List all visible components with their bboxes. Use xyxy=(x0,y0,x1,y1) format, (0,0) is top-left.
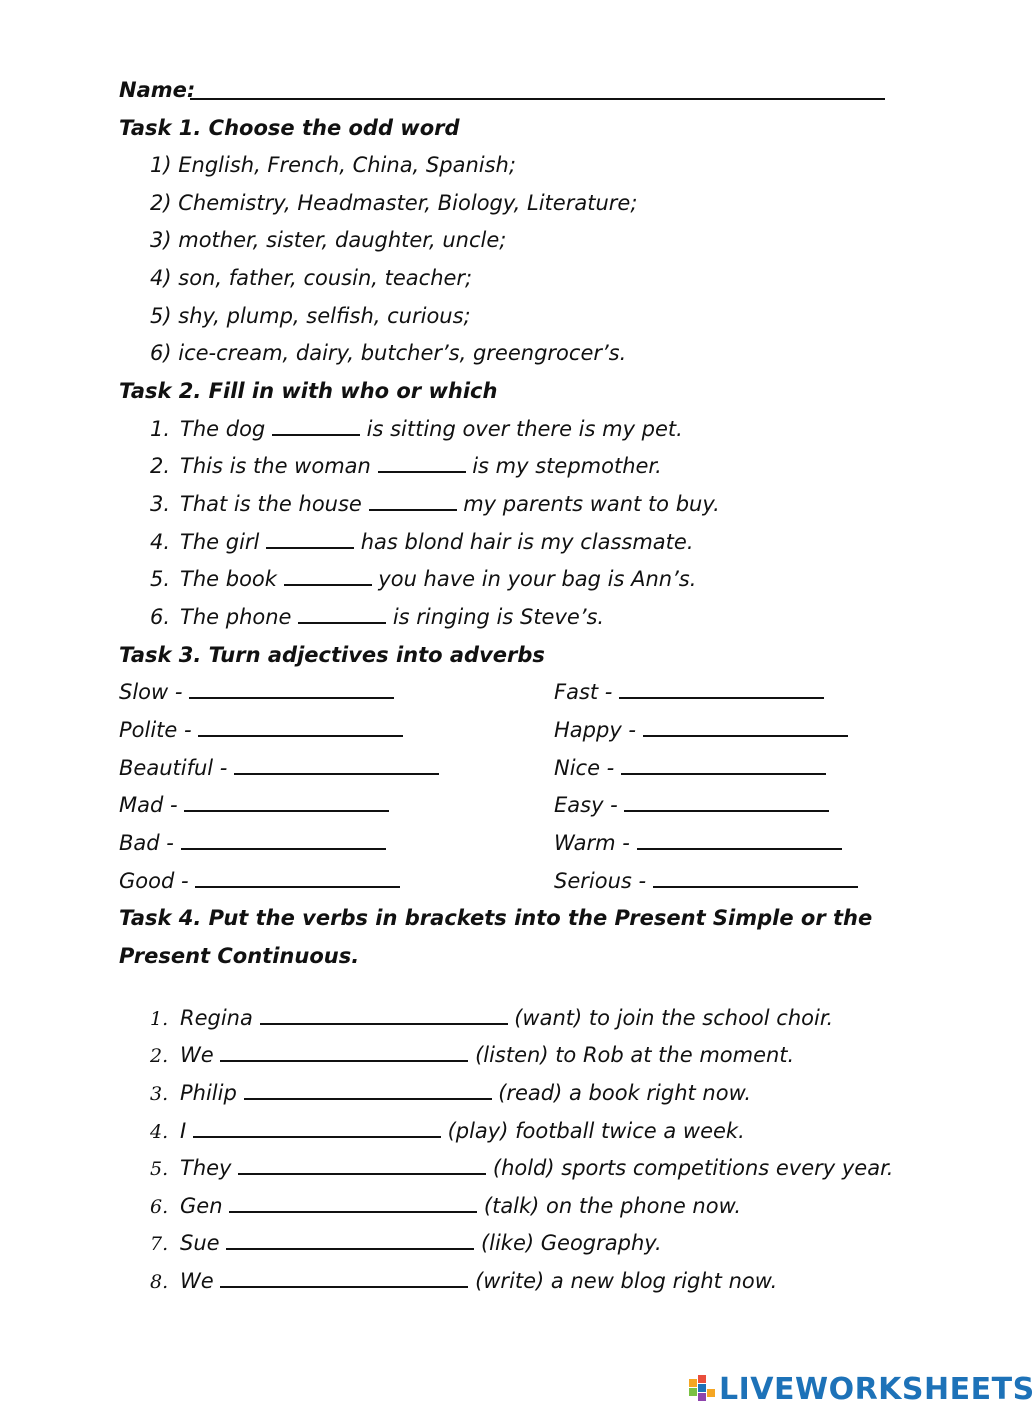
task4-item: 7. Sue (like) Geography. xyxy=(150,1231,662,1255)
answer-blank[interactable] xyxy=(260,1005,508,1025)
task1-item: 1) English, French, China, Spanish; xyxy=(150,153,516,177)
answer-blank[interactable] xyxy=(378,453,466,473)
task2-title: Task 2. Fill in with who or which xyxy=(119,379,498,403)
adjective-item: Beautiful - xyxy=(119,754,439,782)
adjective-item: Easy - xyxy=(554,791,829,819)
task4-item: 3. Philip (read) a book right now. xyxy=(150,1081,752,1105)
answer-blank[interactable] xyxy=(226,1230,474,1250)
task3-title: Task 3. Turn adjectives into adverbs xyxy=(119,643,545,667)
task1-item: 6) ice-cream, dairy, butcher’s, greengrocer’s. xyxy=(150,341,627,365)
adjective-item: Warm - xyxy=(554,829,842,857)
adjective-item: Serious - xyxy=(554,867,858,895)
task1-item: 4) son, father, cousin, teacher; xyxy=(150,266,473,290)
answer-blank[interactable] xyxy=(266,529,354,549)
task4-title: Task 4. Put the verbs in brackets into the Present Simple or the xyxy=(119,906,873,930)
answer-blank[interactable] xyxy=(284,566,372,586)
answer-blank[interactable] xyxy=(234,755,439,775)
answer-blank[interactable] xyxy=(193,1118,441,1138)
task1-item: 3) mother, sister, daughter, uncle; xyxy=(150,228,507,252)
task2-item: 4. The girl has blond hair is my classmate. xyxy=(150,530,694,554)
task4-title-cont: Present Continuous. xyxy=(119,944,360,968)
task2-item: 1. The dog is sitting over there is my pet. xyxy=(150,417,683,441)
adjective-item: Nice - xyxy=(554,754,826,782)
adjective-item: Slow - xyxy=(119,678,394,706)
task2-item: 2. This is the woman is my stepmother. xyxy=(150,454,662,478)
answer-blank[interactable] xyxy=(637,830,842,850)
task1-item: 5) shy, plump, selfish, curious; xyxy=(150,304,471,328)
task2-item: 6. The phone is ringing is Steve’s. xyxy=(150,605,605,629)
answer-blank[interactable] xyxy=(369,491,457,511)
task4-item: 6. Gen (talk) on the phone now. xyxy=(150,1194,742,1218)
answer-blank[interactable] xyxy=(643,717,848,737)
answer-blank[interactable] xyxy=(195,868,400,888)
task4-item: 4. I (play) football twice a week. xyxy=(150,1119,745,1143)
adjective-item: Fast - xyxy=(554,678,824,706)
answer-blank[interactable] xyxy=(621,755,826,775)
answer-blank[interactable] xyxy=(189,679,394,699)
task1-title: Task 1. Choose the odd word xyxy=(119,116,460,140)
answer-blank[interactable] xyxy=(244,1080,492,1100)
name-blank[interactable] xyxy=(190,98,885,100)
task2-item: 3. That is the house my parents want to buy. xyxy=(150,492,720,516)
answer-blank[interactable] xyxy=(238,1155,486,1175)
task4-item: 8. We (write) a new blog right now. xyxy=(150,1269,778,1293)
answer-blank[interactable] xyxy=(298,604,386,624)
adjective-item: Happy - xyxy=(554,716,848,744)
answer-blank[interactable] xyxy=(653,868,858,888)
adjective-item: Good - xyxy=(119,867,400,895)
name-label: Name: xyxy=(119,78,196,102)
task4-item: 1. Regina (want) to join the school choir. xyxy=(150,1006,834,1030)
liveworksheets-logo xyxy=(689,1372,1035,1406)
answer-blank[interactable] xyxy=(624,792,829,812)
answer-blank[interactable] xyxy=(198,717,403,737)
task4-item: 2. We (listen) to Rob at the moment. xyxy=(150,1043,795,1067)
answer-blank[interactable] xyxy=(619,679,824,699)
answer-blank[interactable] xyxy=(272,416,360,436)
liveworksheets-logo-icon xyxy=(689,1375,715,1403)
answer-blank[interactable] xyxy=(220,1042,468,1062)
answer-blank[interactable] xyxy=(181,830,386,850)
answer-blank[interactable] xyxy=(229,1193,477,1213)
adjective-item: Polite - xyxy=(119,716,403,744)
task1-item: 2) Chemistry, Headmaster, Biology, Literature; xyxy=(150,191,638,215)
adjective-item: Mad - xyxy=(119,791,389,819)
answer-blank[interactable] xyxy=(184,792,389,812)
liveworksheets-logo-text: LIVEWORKSHEETS xyxy=(719,1371,1035,1407)
task4-item: 5. They (hold) sports competitions every year. xyxy=(150,1156,894,1180)
adjective-item: Bad - xyxy=(119,829,386,857)
task2-item: 5. The book you have in your bag is Ann’s. xyxy=(150,567,697,591)
answer-blank[interactable] xyxy=(220,1268,468,1288)
